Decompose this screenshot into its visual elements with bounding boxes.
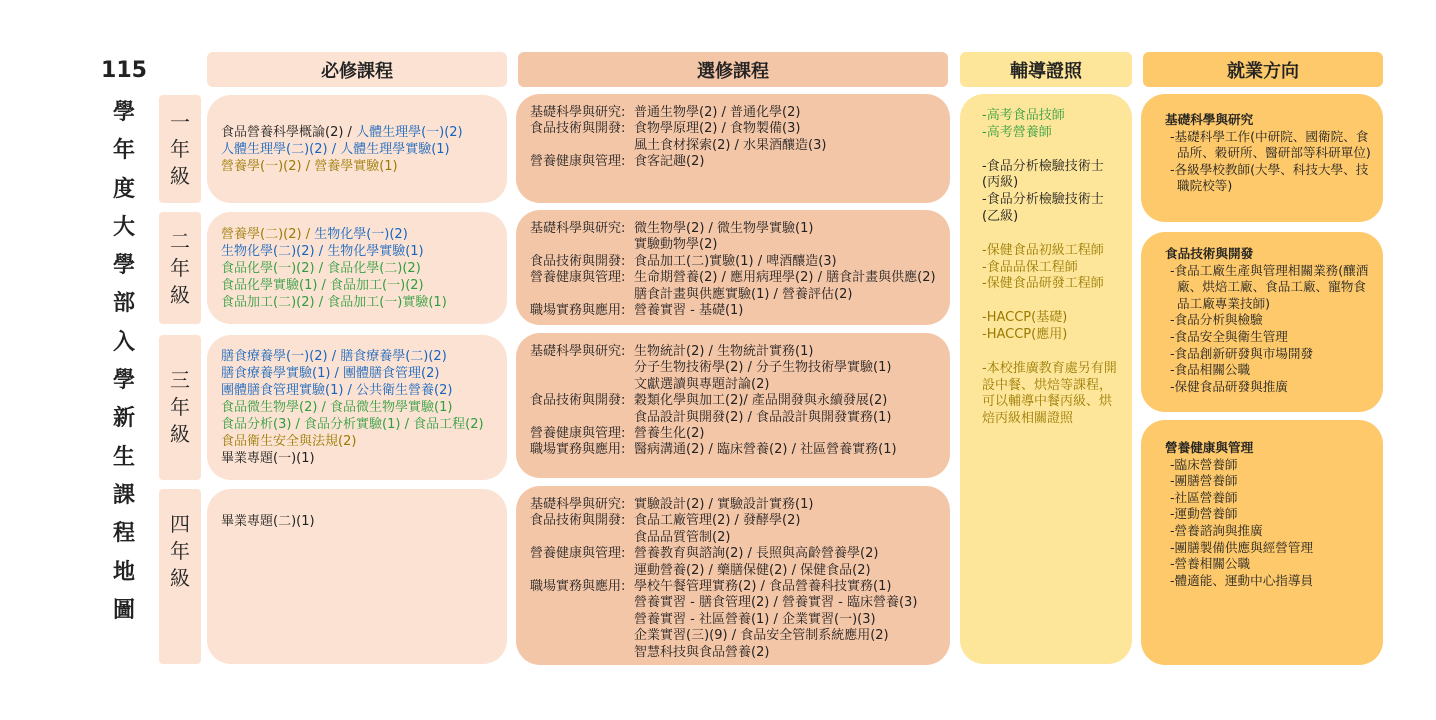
- title-char: 大: [112, 214, 135, 240]
- header-required: 必修課程: [207, 52, 507, 87]
- elective-course-line: 生物統計(2) / 生物統計實務(1): [634, 344, 814, 359]
- elective-course-line: 文獻選讀與專題討論(2): [634, 376, 770, 392]
- elective-row: [530, 303, 936, 319]
- course-line: [221, 124, 493, 141]
- elective-course-line: 風土食材探索(2) / 水果酒釀造(3): [634, 137, 827, 153]
- elective-row: [530, 344, 936, 393]
- career-item: -食品分析與檢驗: [1170, 312, 1263, 328]
- career-item: -運動營養師: [1170, 506, 1238, 522]
- course-text: 食品微生物學(2) / 食品微生物學實驗(1): [221, 400, 453, 415]
- elective-courses: [634, 497, 936, 513]
- grade-char: 四: [170, 512, 190, 536]
- elective-courses: [634, 121, 936, 154]
- elective-course-line: 營養生化(2): [634, 426, 705, 442]
- title-char: 學: [112, 253, 135, 279]
- elective-row: [530, 121, 936, 154]
- title-char: 學: [112, 368, 135, 394]
- elective-courses: [634, 442, 936, 458]
- elective-category: 食品技術與開發:: [530, 253, 626, 269]
- course-text: 營養學(二)(2) /: [221, 226, 315, 242]
- elective-year-2: [516, 210, 950, 325]
- grade-char: 年: [170, 136, 190, 161]
- career-item: -營養諮詢與推廣: [1170, 522, 1263, 538]
- elective-course-line: 醫病溝通(2) / 臨床營養(2) / 社區營養實務(1): [634, 442, 897, 458]
- elective-course-line: 食品加工(二)實驗(1) / 啤酒釀造(3): [634, 253, 837, 269]
- required-year-2: [207, 212, 507, 324]
- elective-courses: [634, 546, 936, 579]
- elective-category: 營養健康與管理:: [530, 546, 626, 562]
- grade-3-label: [159, 335, 201, 480]
- course-text: 畢業專題(二)(1): [221, 514, 315, 529]
- title-char: 入: [112, 329, 135, 355]
- elective-courses: [634, 105, 936, 121]
- career-item: -團膳製備供應與經營管理: [1170, 539, 1314, 555]
- course-text: 食品衛生安全與法規(2): [221, 434, 357, 449]
- title-char: 生: [112, 444, 135, 470]
- cert-item: -HACCP(應用): [982, 326, 1068, 342]
- career-item: -臨床營養師: [1170, 456, 1238, 472]
- elective-course-line: 營養教育與諮詢(2) / 長照與高齡營養學(2): [634, 546, 879, 562]
- cert-item: -本校推廣教育處另有開設中餐、烘焙等課程，可以輔導中餐丙級、烘焙丙級相關證照: [982, 360, 1117, 427]
- cert-item: -保健食品研發工程師: [982, 276, 1104, 292]
- header-elective: 選修課程: [518, 52, 948, 87]
- elective-row: [530, 426, 936, 442]
- elective-course-line: 生命期營養(2) / 應用病理學(2) / 膳食計畫與供應(2): [634, 270, 936, 286]
- career-item: -基礎科學工作(中研院、國衛院、食品所、穀研所、醫研部等科研單位): [1170, 128, 1371, 161]
- elective-courses: [634, 254, 936, 270]
- elective-course-line: 微生物學(2) / 微生物學實驗(1): [634, 221, 814, 236]
- elective-category: 基礎科學與研究:: [530, 497, 626, 512]
- course-line: [221, 294, 493, 311]
- course-text: 食品化學(一)(2) / 食品化學(二)(2): [221, 260, 421, 276]
- elective-course-line: 營養實習 - 基礎(1): [634, 303, 744, 319]
- elective-row: [530, 546, 936, 579]
- elective-courses: [634, 154, 936, 170]
- elective-course-line: 穀類化學與加工(2)/ 產品開發與永續發展(2): [634, 393, 888, 409]
- elective-course-line: 分子生物技術學(2) / 分子生物技術學實驗(1): [634, 360, 892, 376]
- title-char: 部: [112, 291, 135, 317]
- elective-courses: [634, 579, 936, 661]
- elective-courses: [634, 221, 936, 254]
- course-line: [221, 277, 493, 294]
- elective-course-line: 運動營養(2) / 藥膳保健(2) / 保健食品(2): [634, 562, 871, 578]
- required-year-1: [207, 95, 507, 203]
- grade-char: 年: [170, 539, 190, 563]
- career-item: -食品創新研發與市場開發: [1170, 345, 1314, 361]
- cert-group: [982, 108, 1122, 142]
- elective-course-line: 膳食計畫與供應實驗(1) / 營養評估(2): [634, 286, 853, 302]
- elective-course-line: 食物學原理(2) / 食物製備(3): [634, 121, 801, 137]
- course-text: 畢業專題(一)(1): [221, 451, 315, 466]
- elective-course-line: 食品品質管制(2): [634, 529, 731, 545]
- elective-row: [530, 254, 936, 270]
- grade-char: 級: [170, 422, 190, 446]
- title-char: 年: [112, 138, 135, 164]
- cert-item: -高考食品技師: [982, 108, 1065, 123]
- header-career: 就業方向: [1143, 52, 1383, 87]
- elective-course-line: 營養實習 - 膳食管理(2) / 營養實習 - 臨床營養(3): [634, 595, 918, 611]
- career-food-tech: [1141, 232, 1383, 412]
- cert-item: -食品分析檢驗技術士 (乙級): [982, 192, 1104, 224]
- title-char: 程: [112, 521, 135, 547]
- course-line: [221, 158, 493, 175]
- career-basic-science: [1141, 94, 1383, 222]
- title-char: 新: [112, 406, 135, 432]
- elective-category: 基礎科學與研究:: [530, 344, 626, 359]
- elective-category: 營養健康與管理:: [530, 270, 626, 286]
- cert-group: [982, 159, 1122, 226]
- elective-course-line: 企業實習(三)(9) / 食品安全管制系統應用(2): [634, 628, 889, 644]
- elective-category: 基礎科學與研究:: [530, 221, 626, 236]
- course-line: [221, 243, 493, 260]
- cert-item: -HACCP(基礎): [982, 310, 1068, 326]
- grade-char: 一: [170, 109, 190, 134]
- elective-courses: [634, 426, 936, 442]
- cert-item: -食品品保工程師: [982, 259, 1078, 275]
- elective-courses: [634, 303, 936, 319]
- course-line: [221, 348, 493, 365]
- career-item: -團膳營養師: [1170, 473, 1238, 489]
- career-item: -營養相關公職: [1170, 556, 1251, 572]
- required-year-3: [207, 335, 507, 480]
- header-cert: 輔導證照: [960, 52, 1132, 87]
- title-year: 115: [101, 58, 147, 83]
- grade-char: 年: [170, 395, 190, 419]
- elective-category: 基礎科學與研究:: [530, 105, 626, 120]
- course-text: 人體生理學(一)(2): [356, 124, 463, 140]
- career-nutrition: [1141, 420, 1383, 665]
- title-char: 地: [112, 559, 135, 585]
- grade-2-label: [159, 212, 201, 324]
- elective-year-3: [516, 333, 950, 478]
- title-vertical: [100, 94, 148, 630]
- elective-courses: [634, 270, 936, 303]
- elective-year-4: [516, 486, 950, 665]
- course-text: 食品分析(3) / 食品分析實驗(1) / 食品工程(2): [221, 417, 484, 432]
- course-text: 食品化學實驗(1) / 食品加工(一)(2): [221, 277, 424, 293]
- course-text: 膳食療養學實驗(1) / 團體膳食管理(2): [221, 366, 440, 381]
- elective-course-line: 食品設計與開發(2) / 食品設計與開發實務(1): [634, 409, 892, 425]
- elective-course-line: 食品工廠管理(2) / 發酵學(2): [634, 513, 801, 529]
- elective-row: [530, 270, 936, 303]
- title-char: 學: [112, 100, 135, 125]
- grade-4-label: [159, 489, 201, 664]
- elective-courses: [634, 393, 936, 426]
- elective-courses: [634, 513, 936, 546]
- course-text: 生物化學(二)(2) / 生物化學實驗(1): [221, 243, 424, 259]
- elective-category: 食品技術與開發:: [530, 393, 626, 409]
- career-item: -食品安全與衛生管理: [1170, 328, 1288, 344]
- career-heading: 食品技術與開發: [1165, 246, 1254, 261]
- elective-category: 職場實務與應用:: [530, 579, 626, 595]
- title-char: 圖: [112, 597, 135, 623]
- cert-item: -食品分析檢驗技術士 (丙級): [982, 158, 1104, 191]
- elective-category: 食品技術與開發:: [530, 513, 626, 529]
- career-item: -體適能、運動中心指導員: [1170, 572, 1314, 588]
- elective-course-line: 實驗動物學(2): [634, 237, 718, 253]
- course-text: 食品加工(二)(2) / 食品加工(一)實驗(1): [221, 294, 447, 310]
- elective-row: [530, 221, 936, 254]
- course-line: [221, 226, 493, 243]
- cert-item: -高考營養師: [982, 124, 1052, 140]
- course-line: [221, 382, 493, 399]
- elective-row: [530, 513, 936, 546]
- grade-char: 級: [170, 282, 190, 307]
- course-text: 人體生理學(二)(2) / 人體生理學實驗(1): [221, 141, 450, 157]
- course-line: [221, 141, 493, 158]
- elective-row: [530, 579, 936, 661]
- course-line: [221, 433, 493, 450]
- cert-box: [960, 94, 1132, 664]
- career-item: -社區營養師: [1170, 489, 1238, 505]
- elective-row: [530, 154, 936, 170]
- course-line: [221, 450, 493, 467]
- career-item: -保健食品研發與推廣: [1170, 378, 1288, 394]
- course-text: 食品營養科學概論(2) /: [221, 124, 357, 140]
- course-text: 膳食療養學(一)(2) / 膳食療養學(二)(2): [221, 349, 447, 364]
- course-line: [221, 513, 493, 530]
- required-year-4: [207, 489, 507, 664]
- course-text: 營養學(一)(2) / 營養學實驗(1): [221, 158, 398, 174]
- career-item: -各級學校教師(大學、科技大學、技職院校等): [1170, 161, 1369, 194]
- elective-category: 營養健康與管理:: [530, 426, 626, 442]
- elective-course-line: 智慧科技與食品營養(2): [634, 644, 770, 660]
- elective-row: [530, 497, 936, 513]
- course-line: [221, 260, 493, 277]
- elective-course-line: 實驗設計(2) / 實驗設計實務(1): [634, 497, 814, 512]
- cert-group: [982, 361, 1122, 428]
- elective-row: [530, 105, 936, 121]
- elective-course-line: 普通生物學(2) / 普通化學(2): [634, 105, 801, 120]
- elective-row: [530, 442, 936, 458]
- grade-char: 二: [170, 228, 190, 253]
- cert-item: -保健食品初級工程師: [982, 242, 1104, 258]
- grade-char: 年: [170, 255, 190, 280]
- elective-courses: [634, 344, 936, 393]
- cert-group: [982, 310, 1122, 344]
- course-text: 團體膳食管理實驗(1) / 公共衛生營養(2): [221, 383, 453, 398]
- grade-char: 級: [170, 163, 190, 188]
- course-line: [221, 416, 493, 433]
- career-item: -食品工廠生產與管理相關業務(釀酒廠、烘焙工廠、食品工廠、寵物食品工廠專業技師): [1170, 262, 1369, 311]
- elective-category: 職場實務與應用:: [530, 442, 626, 458]
- elective-category: 食品技術與開發:: [530, 121, 626, 137]
- elective-category: 職場實務與應用:: [530, 303, 626, 319]
- elective-row: [530, 393, 936, 426]
- grade-char: 級: [170, 566, 190, 590]
- title-char: 度: [112, 176, 135, 202]
- grade-1-label: [159, 95, 201, 203]
- course-line: [221, 399, 493, 416]
- elective-course-line: 食客記趣(2): [634, 154, 705, 170]
- career-heading: 營養健康與管理: [1165, 440, 1254, 455]
- course-text: 生物化學(一)(2): [314, 226, 408, 242]
- elective-course-line: 營養實習 - 社區營養(1) / 企業實習(一)(3): [634, 611, 876, 627]
- elective-year-1: [516, 94, 950, 203]
- elective-category: 營養健康與管理:: [530, 154, 626, 170]
- title-char: 課: [112, 482, 135, 508]
- elective-course-line: 學校午餐管理實務(2) / 食品營養科技實務(1): [634, 579, 892, 595]
- course-line: [221, 365, 493, 382]
- career-heading: 基礎科學與研究: [1165, 112, 1254, 127]
- career-item: -食品相關公職: [1170, 362, 1251, 378]
- grade-char: 三: [170, 368, 190, 392]
- cert-group: [982, 243, 1122, 293]
